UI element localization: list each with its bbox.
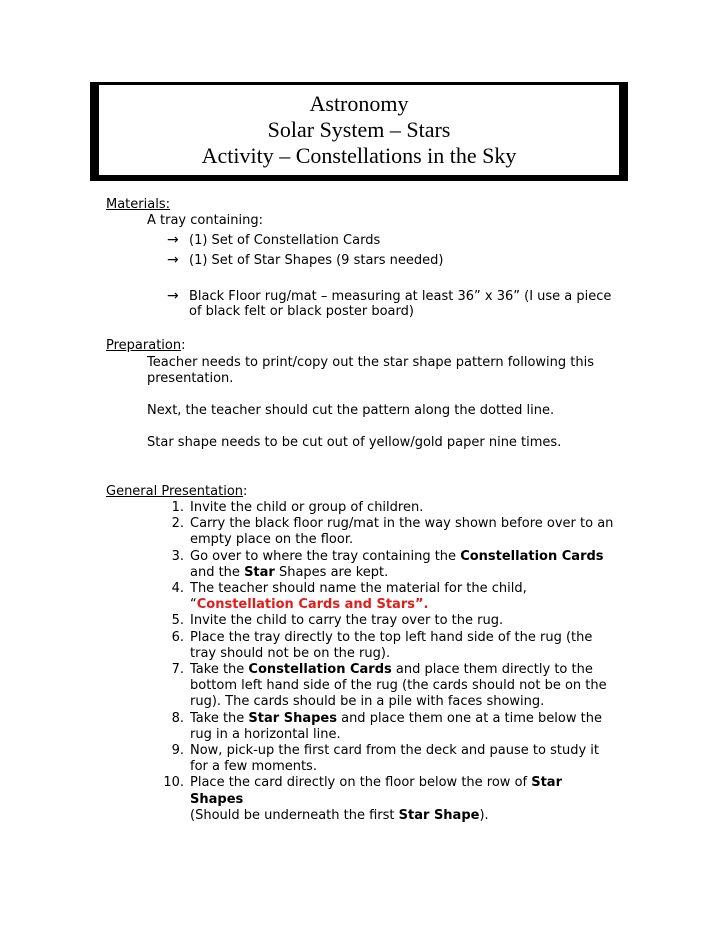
step-bold: Constellation Cards bbox=[248, 662, 392, 678]
step-text: Shapes are kept. bbox=[274, 564, 389, 580]
material-item-2-text: (1) Set of Star Shapes (9 stars needed) bbox=[189, 253, 444, 268]
arrow-icon: → bbox=[167, 232, 179, 248]
material-item-2 bbox=[167, 252, 443, 269]
step-text: and place them directly to the bottom left hand side of the rug (the cards should not be on the rug). The cards should be in a pile with faces showing. bbox=[190, 662, 607, 710]
step-text: Carry the black floor rug/mat in the way shown before over to an empty place on the floor. bbox=[190, 516, 614, 548]
step-number: 9. bbox=[171, 743, 184, 759]
materials-heading: Materials: bbox=[106, 197, 170, 212]
step-bold: Star Shape bbox=[398, 807, 480, 823]
materials-intro: A tray containing: bbox=[147, 213, 263, 228]
material-item-3-cont: of black felt or black poster board) bbox=[189, 304, 414, 319]
step-text: Invite the child or group of children. bbox=[190, 500, 424, 515]
step-bold: Constellation Cards bbox=[460, 548, 604, 564]
step-bold: Star bbox=[244, 564, 275, 580]
presentation-heading bbox=[106, 484, 247, 500]
step-text: and the bbox=[190, 564, 245, 580]
step-number: 6. bbox=[171, 629, 184, 645]
step-item bbox=[160, 500, 615, 516]
subject-title: Astronomy bbox=[309, 91, 409, 116]
step-text: Now, pick-up the first card from the deck and pause to study it for a few moments. bbox=[190, 743, 599, 775]
step-number: 8. bbox=[171, 710, 184, 726]
step-text: Take the bbox=[190, 662, 249, 678]
step-item bbox=[160, 613, 615, 629]
step-number: 5. bbox=[171, 613, 184, 629]
material-name-highlight: Constellation Cards and Stars”. bbox=[196, 597, 429, 613]
step-number: 4. bbox=[171, 581, 184, 597]
material-item-1-text: (1) Set of Constellation Cards bbox=[189, 233, 381, 248]
presentation-colon: : bbox=[243, 484, 248, 499]
step-number: 2. bbox=[171, 516, 184, 532]
step-text: (Should be underneath the first bbox=[190, 807, 399, 823]
preparation-p2: Next, the teacher should cut the pattern along the dotted line. bbox=[147, 403, 555, 418]
activity-title: Activity – Constellations in the Sky bbox=[201, 143, 517, 168]
step-item bbox=[160, 549, 615, 581]
step-item bbox=[160, 662, 615, 711]
preparation-heading-text: Preparation bbox=[106, 338, 182, 353]
step-text: Invite the child to carry the tray over to the rug. bbox=[190, 613, 504, 629]
step-item bbox=[160, 581, 615, 613]
step-item bbox=[160, 711, 615, 743]
title-box bbox=[90, 82, 628, 178]
step-item bbox=[160, 516, 615, 548]
material-item-3-text: Black Floor rug/mat – measuring at least 36” x 36” (I use a piece bbox=[189, 289, 612, 304]
preparation-colon: : bbox=[181, 338, 186, 353]
step-quote: “ bbox=[190, 597, 197, 613]
step-number: 3. bbox=[171, 548, 184, 564]
presentation-heading-text: General Presentation bbox=[106, 484, 244, 499]
arrow-icon: → bbox=[167, 288, 179, 304]
presentation-steps bbox=[160, 500, 615, 824]
preparation-p1-cont: presentation. bbox=[147, 371, 234, 386]
step-item bbox=[160, 630, 615, 662]
arrow-icon: → bbox=[167, 252, 179, 268]
step-number: 10. bbox=[163, 775, 184, 791]
step-item bbox=[160, 743, 615, 775]
step-text: Go over to where the tray containing the bbox=[190, 548, 461, 564]
step-item bbox=[160, 775, 615, 824]
preparation-heading bbox=[106, 338, 186, 354]
unit-title: Solar System – Stars bbox=[267, 117, 451, 142]
preparation-p3: Star shape needs to be cut out of yellow/gold paper nine times. bbox=[147, 435, 562, 450]
step-bold: Star Shapes bbox=[190, 775, 562, 807]
step-text: Place the card directly on the floor below the row of bbox=[190, 775, 532, 791]
step-text: ). bbox=[479, 807, 489, 823]
material-item-3 bbox=[167, 288, 611, 305]
material-item-1 bbox=[167, 232, 380, 249]
step-number: 7. bbox=[171, 662, 184, 678]
step-bold: Star Shapes bbox=[248, 710, 337, 726]
step-number: 1. bbox=[171, 500, 184, 515]
step-text: and place them one at a time below the rug in a horizontal line. bbox=[190, 710, 602, 742]
step-text: Take the bbox=[190, 710, 249, 726]
step-text: The teacher should name the material for the child, bbox=[190, 581, 527, 597]
step-text: Place the tray directly to the top left hand side of the rug (the tray should not be on the rug). bbox=[190, 629, 593, 661]
preparation-p1: Teacher needs to print/copy out the star shape pattern following this bbox=[147, 355, 594, 370]
